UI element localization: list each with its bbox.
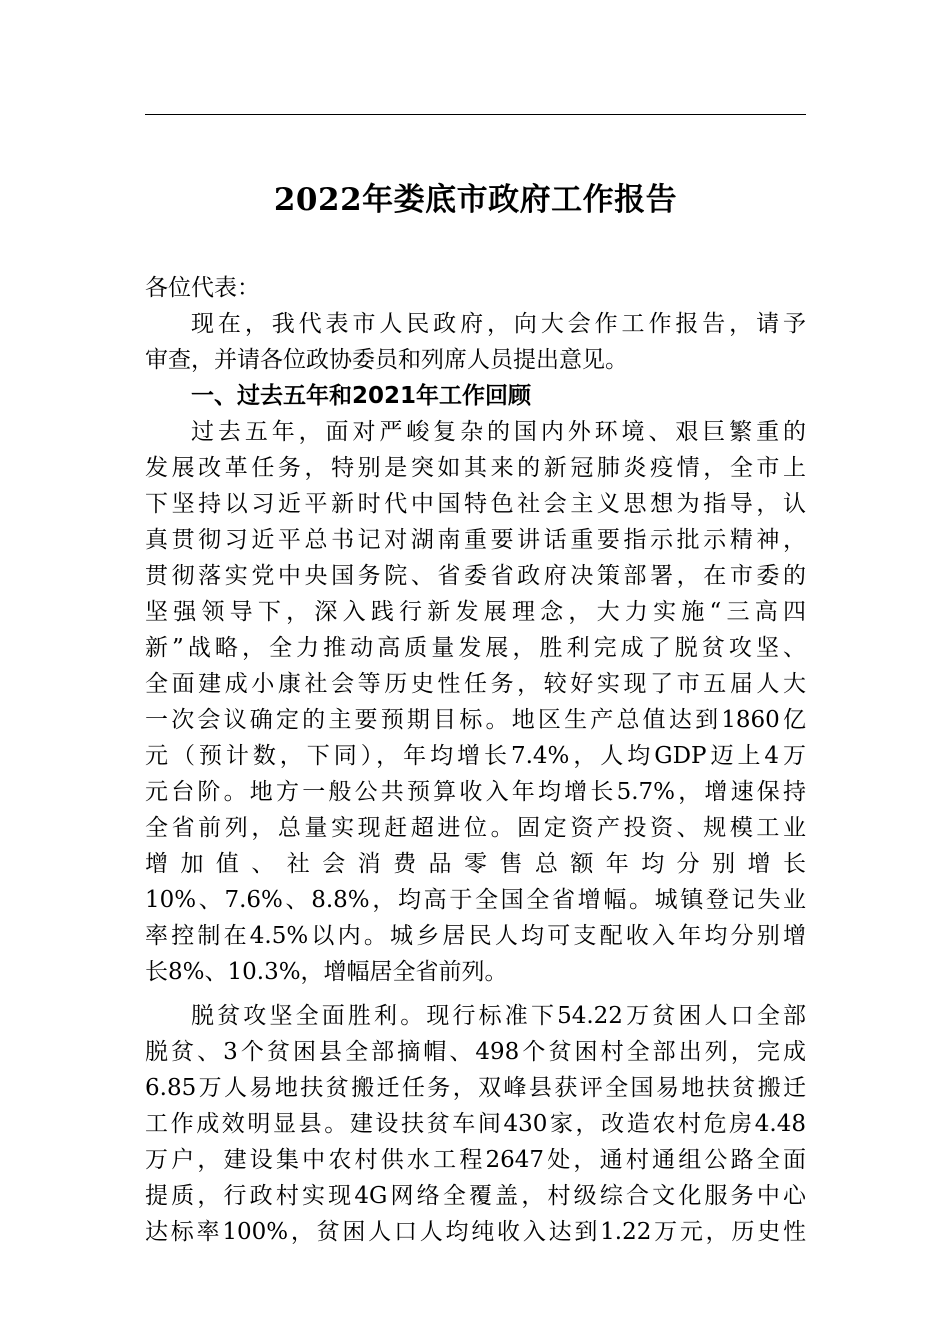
para1-line: 审查，并请各位政协委员和列席人员提出意见。 (145, 347, 628, 373)
para3-line: 达标率100%，贫困人口人均纯收入达到1.22万元，历史性 (145, 1219, 806, 1245)
para2-line: 元（预计数，下同），年均增长7.4%，人均GDP迈上4万 (145, 743, 806, 769)
para2-line: 新”战略，全力推动高质量发展，胜利完成了脱贫攻坚、 (145, 635, 806, 661)
para2-line: 过去五年，面对严峻复杂的国内外环境、艰巨繁重的 (191, 419, 806, 445)
para3-line: 6.85万人易地扶贫搬迁任务，双峰县获评全国易地扶贫搬迁 (145, 1075, 806, 1101)
para3-line: 脱贫攻坚全面胜利。现行标准下54.22万贫困人口全部 (191, 1003, 806, 1029)
para3-line: 万户，建设集中农村供水工程2647处，通村通组公路全面 (145, 1147, 806, 1173)
document-title: 2022年娄底市政府工作报告 (273, 182, 678, 218)
header-rule (145, 114, 806, 115)
para3-line: 工作成效明显县。建设扶贫车间430家，改造农村危房4.48 (145, 1111, 806, 1137)
para2-line: 真贯彻习近平总书记对湖南重要讲话重要指示批示精神， (145, 527, 806, 553)
para2-line: 全省前列，总量实现赶超进位。固定资产投资、规模工业 (145, 815, 806, 841)
para2-line: 一次会议确定的主要预期目标。地区生产总值达到1860亿 (145, 707, 806, 733)
document-body (145, 270, 806, 1250)
para2-line: 下坚持以习近平新时代中国特色社会主义思想为指导，认 (145, 491, 806, 517)
para2-line: 10%、7.6%、8.8%，均高于全国全省增幅。城镇登记失业 (145, 887, 806, 913)
para1-line: 现在，我代表市人民政府，向大会作工作报告，请予 (191, 311, 806, 337)
para2-line: 发展改革任务，特别是突如其来的新冠肺炎疫情，全市上 (145, 455, 806, 481)
para2-line: 长8%、10.3%，增幅居全省前列。 (145, 959, 508, 985)
para2-line: 贯彻落实党中央国务院、省委省政府决策部署，在市委的 (145, 563, 806, 589)
para2-line: 坚强领导下，深入践行新发展理念，大力实施“三高四 (145, 599, 806, 625)
paragraph-gap (145, 990, 806, 998)
para2-line: 增加值、社会消费品零售总额年均分别增长 (145, 851, 806, 877)
para2-line: 全面建成小康社会等历史性任务，较好实现了市五届人大 (145, 671, 806, 697)
salutation: 各位代表： (145, 275, 260, 301)
section-heading: 一、过去五年和2021年工作回顾 (191, 383, 532, 409)
para3-line: 提质，行政村实现4G网络全覆盖，村级综合文化服务中心 (145, 1183, 806, 1209)
para3-line: 脱贫、3个贫困县全部摘帽、498个贫困村全部出列，完成 (145, 1039, 806, 1065)
para2-line: 元台阶。地方一般公共预算收入年均增长5.7%，增速保持 (145, 779, 806, 805)
para2-line: 率控制在4.5%以内。城乡居民人均可支配收入年均分别增 (145, 923, 806, 949)
